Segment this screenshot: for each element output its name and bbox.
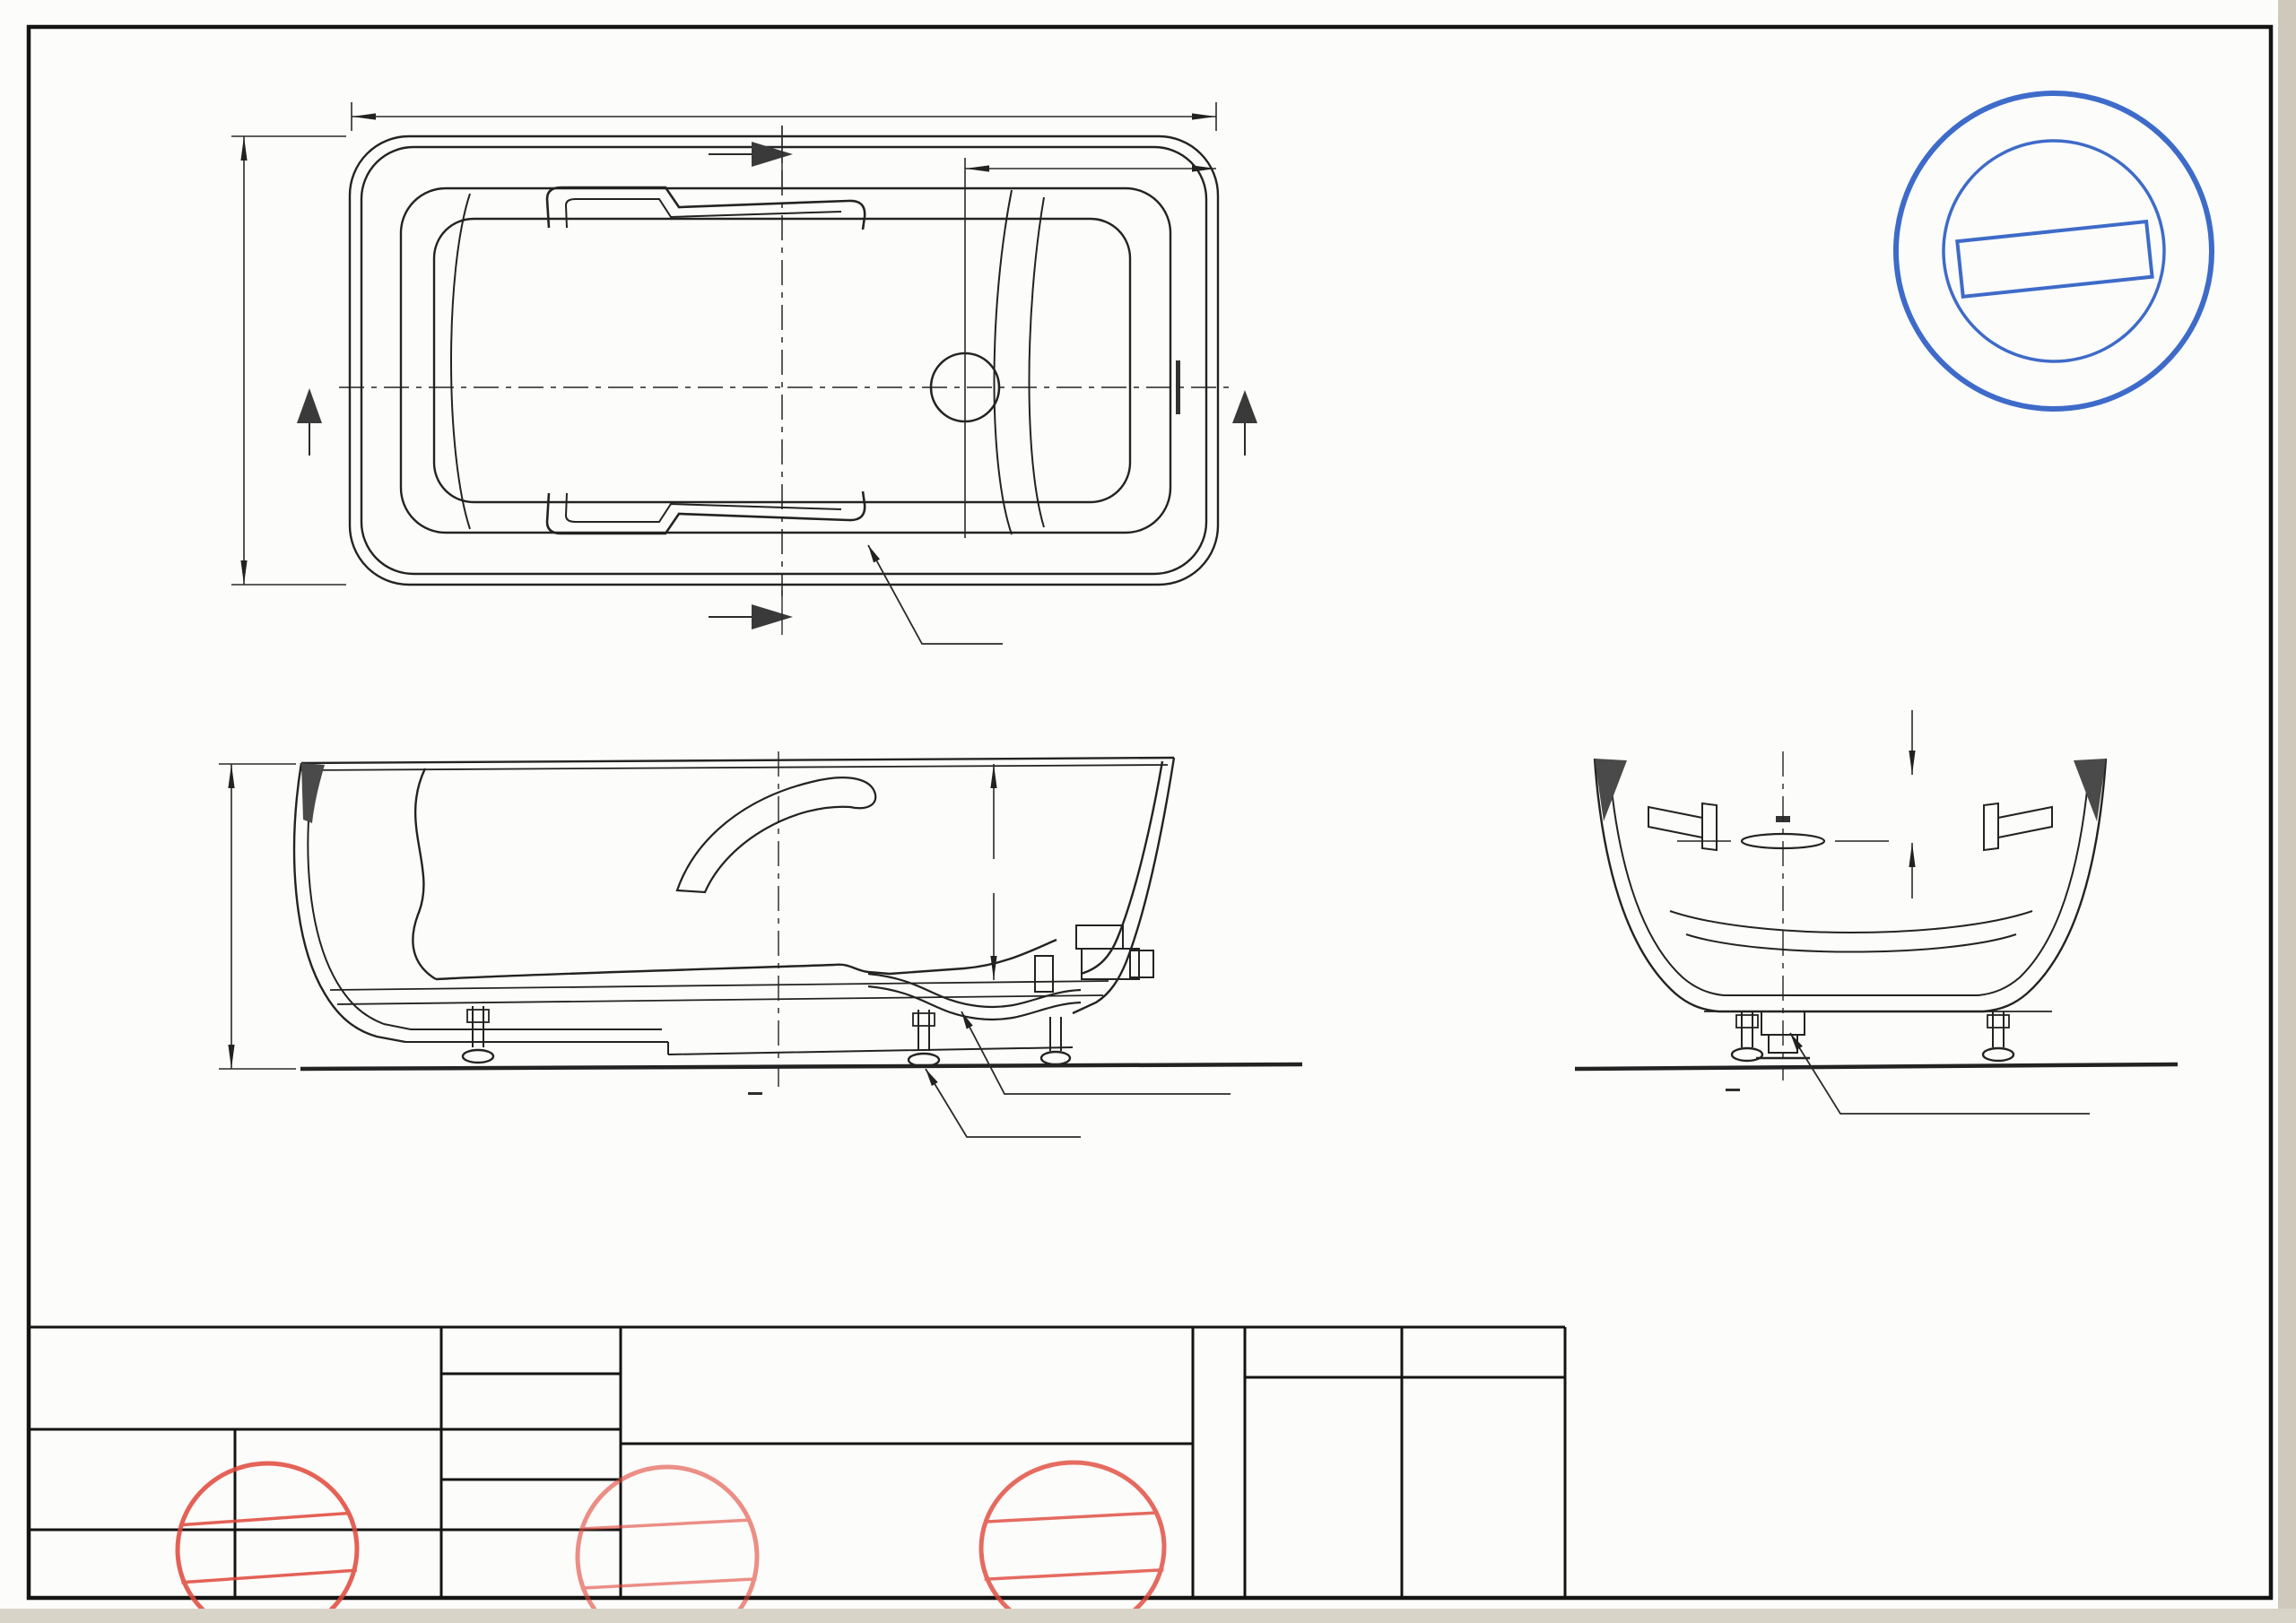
plan-dimensions	[231, 102, 1257, 644]
section-aa-view	[294, 751, 1302, 1087]
section-aa-dimensions	[219, 764, 1231, 1137]
section-bb-dimensions	[1790, 710, 2090, 1114]
plan-view-bathtub	[339, 126, 1231, 596]
section-aa-title	[748, 1089, 762, 1095]
scan-edge-right	[2278, 0, 2296, 1623]
section-bb-title	[1726, 1085, 1740, 1091]
scan-edge-bottom	[0, 1609, 2296, 1623]
approval-stamp	[0, 0, 2227, 622]
section-bb-view	[1575, 751, 2178, 1081]
